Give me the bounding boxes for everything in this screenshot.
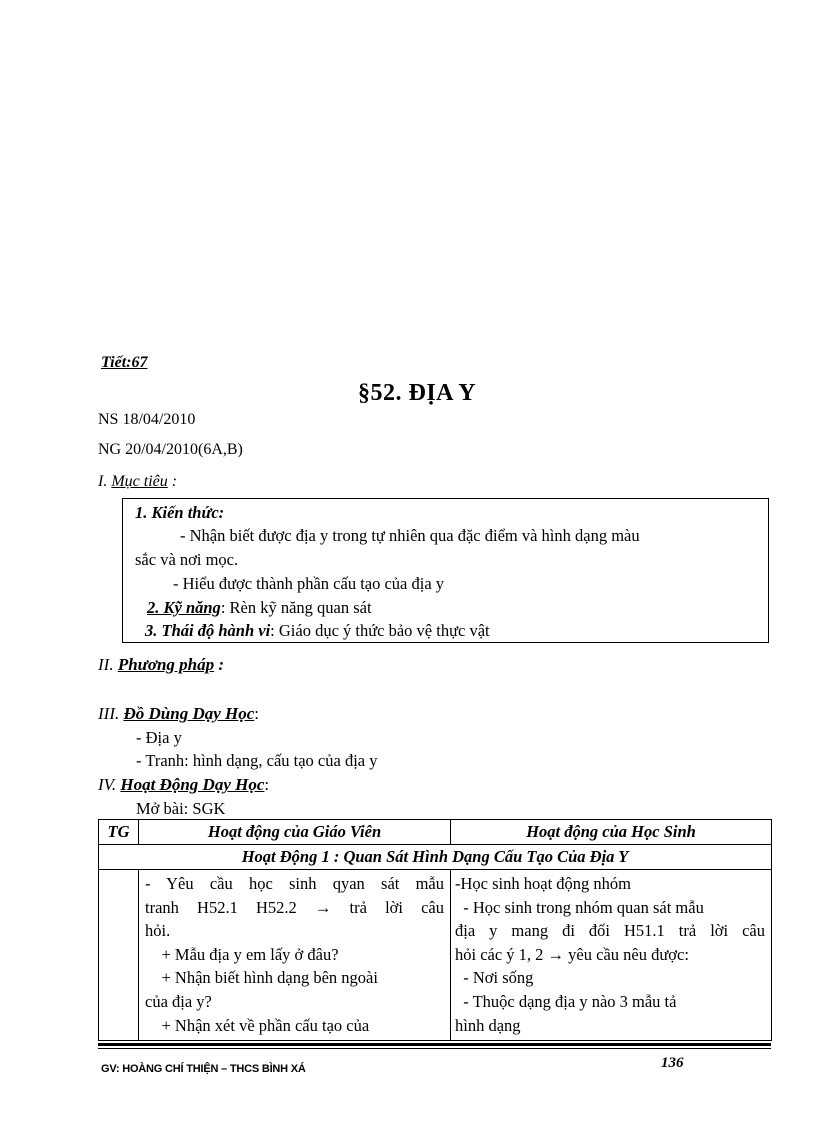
objectives-heading: [98, 472, 177, 492]
student-line: - Học sinh trong nhóm quan sát mẫu: [455, 897, 704, 917]
teacher-line: + Mẫu địa y em lấy ở đâu?: [145, 944, 339, 964]
col-tg: TG: [99, 820, 139, 845]
objectives-heading-text: Mục tiêu: [111, 473, 168, 490]
table-row: [99, 870, 772, 1041]
student-line: hình dạng: [455, 1015, 521, 1035]
teacher-cell: [139, 870, 451, 1041]
ng-date: NG 20/04/2010(6A,B): [98, 441, 243, 458]
col-teacher: Hoạt động của Giáo Viên: [139, 820, 451, 845]
student-line: hỏi các ý 1, 2 → yêu cầu nêu được:: [455, 944, 689, 964]
knowledge-line-3: - Hiểu được thành phần cấu tạo của địa y: [173, 574, 445, 593]
teacher-line: của địa y?: [145, 991, 212, 1011]
objectives-heading-tail: :: [167, 473, 178, 490]
attitude-line: [145, 621, 490, 641]
method-heading: [98, 655, 224, 675]
materials-item-2: - Tranh: hình dạng, cấu tạo của địa y: [136, 751, 378, 770]
page-number: 136: [661, 1055, 684, 1071]
activities-heading-num: IV.: [98, 775, 121, 794]
knowledge-label: 1. Kiến thức:: [135, 503, 225, 522]
tg-cell: [99, 870, 139, 1041]
method-heading-num: II.: [98, 655, 118, 674]
page-title: §52. ĐỊA Y: [358, 380, 477, 406]
teacher-line: - Yêu cầu học sinh qyan sát mẫu: [145, 874, 444, 893]
materials-heading: [98, 704, 259, 724]
knowledge-line-1: - Nhận biết được địa y trong tự nhiên qua đặc điểm và hình dạng màu: [180, 526, 640, 545]
materials-heading-text: Đồ Dùng Dạy Học: [123, 704, 255, 723]
materials-heading-num: III.: [98, 704, 124, 723]
teacher-line: tranh H52.1 H52.2 → trả lời câu: [145, 897, 444, 917]
skill-text: : Rèn kỹ năng quan sát: [220, 598, 372, 617]
attitude-label: 3. Thái độ hành vi: [145, 621, 271, 640]
teacher-line: hỏi.: [145, 921, 171, 941]
activities-table: [98, 819, 772, 1041]
student-line: - Nơi sống: [455, 968, 534, 988]
materials-heading-tail: :: [254, 704, 260, 723]
activity-1-title: Hoạt Động 1 : Quan Sát Hình Dạng Cấu Tạo Của Địa Y: [99, 845, 772, 870]
footer-rule-thick: [98, 1043, 771, 1046]
method-heading-text: Phương pháp: [117, 655, 215, 674]
teacher-line: + Nhận xét về phần cấu tạo của: [145, 1015, 370, 1035]
method-heading-tail: :: [214, 655, 225, 674]
activities-heading-tail: :: [264, 775, 270, 794]
activities-heading-text: Hoạt Động Dạy Học: [120, 775, 265, 794]
lesson-number: Tiết:67: [101, 354, 148, 371]
attitude-text: : Giáo dục ý thức bảo vệ thực vật: [270, 621, 490, 640]
footer-author: GV: HOÀNG CHÍ THIỆN – THCS BÌNH XÁ: [101, 1063, 306, 1075]
col-student: Hoạt động của Học Sinh: [451, 820, 772, 845]
ns-date: NS 18/04/2010: [98, 411, 196, 428]
footer-rule-thin: [98, 1048, 771, 1049]
teacher-line: + Nhận biết hình dạng bên ngoài: [145, 968, 378, 988]
objectives-box: [122, 498, 769, 643]
student-line: - Thuộc dạng địa y nào 3 mẫu tả: [455, 991, 677, 1011]
activities-heading: [98, 775, 269, 795]
table-header-row: [99, 820, 772, 845]
skill-line: [147, 598, 372, 618]
knowledge-line-2: sắc và nơi mọc.: [135, 550, 239, 569]
student-line: địa y mang đi đối H51.1 trả lời câu: [455, 921, 765, 941]
objectives-heading-num: I.: [98, 473, 112, 490]
opening-text: Mở bài: SGK: [136, 799, 226, 818]
student-cell: [451, 870, 772, 1041]
skill-label: 2. Kỹ năng: [147, 598, 221, 617]
student-line: -Học sinh hoạt động nhóm: [455, 874, 631, 893]
materials-item-1: - Địa y: [136, 728, 182, 747]
activity-title-row: [99, 845, 772, 870]
